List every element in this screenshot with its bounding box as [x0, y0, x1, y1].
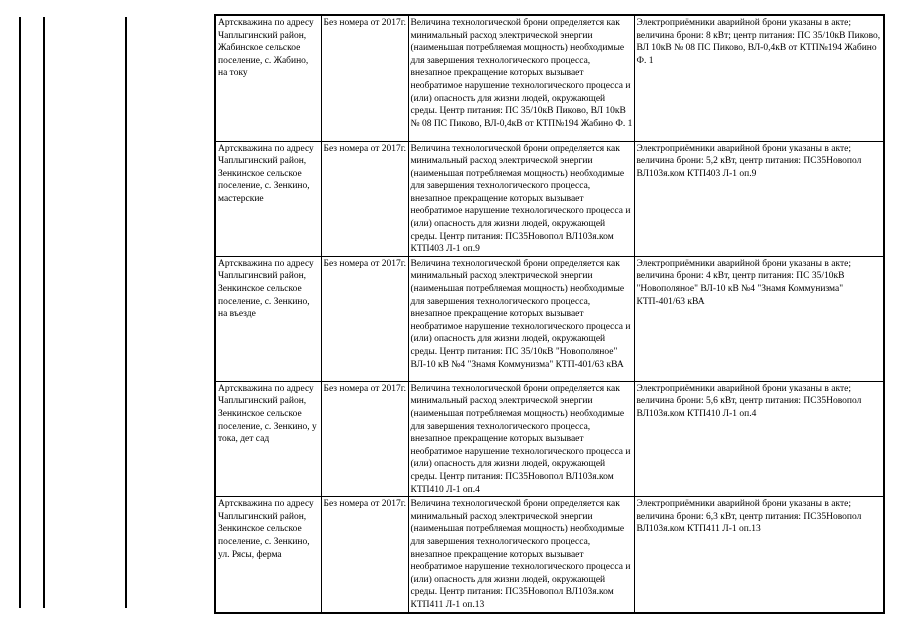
table-row — [215, 256, 884, 381]
act-number-cell: Без номера от 2017г. — [321, 497, 408, 613]
object-address-cell: Артскважина по адресу Чаплыгинский район, Зенкинское сельское поселение, с. Зенкино, ул. Рясы, ферма — [215, 497, 321, 613]
technological-reserve-cell: Величина технологической брони определяется как минимальный расход электрической энергии (наименьшая потребляемая мощность) необходимые для завершения технологического процесса, внезапное прекращение которых вызывает необратимое нарушение технологического процесса и (или) опасность для жизни людей, окружающей среды. Центр питания: ПС35Новопол ВЛ103я.ком КТП403 Л-1 оп.9 — [408, 141, 634, 256]
act-number-cell: Без номера от 2017г. — [321, 381, 408, 496]
emergency-reserve-cell: Электроприёмники аварийной брони указаны в акте; величина брони: 5,6 кВт, центр питания: ПС35Новопол ВЛ103я.ком КТП410 Л-1 оп.4 — [634, 381, 884, 496]
emergency-reserve-cell: Электроприёмники аварийной брони указаны в акте; величина брони: 4 кВт, центр питания: ПС 35/10кВ "Новополяное" ВЛ-10 кВ №4 "Знамя Коммунизма" КТП-401/63 кВА — [634, 256, 884, 381]
technological-reserve-cell: Величина технологической брони определяется как минимальный расход электрической энергии (наименьшая потребляемая мощность) необходимые для завершения технологического процесса, внезапное прекращение которых вызывает необратимое нарушение технологического процесса и (или) опасность для жизни людей, окружающей среды. Центр питания: ПС 35/10кВ Пиково, ВЛ 10кВ № 08 ПС Пиково, ВЛ-0,4кВ от КТП№194 Жабино Ф. 1 — [408, 15, 634, 141]
object-address-cell: Артскважина по адресу Чаплыгинсвий район, Зенкинское сельское поселение, с. Зенкино, на въезде — [215, 256, 321, 381]
technological-reserve-cell: Величина технологической брони определяется как минимальный расход электрической энергии (наименьшая потребляемая мощность) необходимые для завершения технологического процесса, внезапное прекращение которых вызывает необратимое нарушение технологического процесса и (или) опасность для жизни людей, окружающей среды. Центр питания: ПС 35/10кВ "Новополяное" ВЛ-10 кВ №4 "Знамя Коммунизма" КТП-401/63 кВА — [408, 256, 634, 381]
left-margin-rule-1 — [19, 17, 21, 608]
object-address-cell: Артскважина по адресу Чаплыгинский район, Зенкинское сельское поселение, с. Зенкино, мастерские — [215, 141, 321, 256]
act-number-cell: Без номера от 2017г. — [321, 15, 408, 141]
table-row — [215, 141, 884, 256]
technological-reserve-cell: Величина технологической брони определяется как минимальный расход электрической энергии (наименьшая потребляемая мощность) необходимые для завершения технологического процесса, внезапное прекращение которых вызывает необратимое нарушение технологического процесса и (или) опасность для жизни людей, окружающей среды. Центр питания: ПС35Новопол ВЛ103я.ком КТП410 Л-1 оп.4 — [408, 381, 634, 496]
emergency-reserve-table — [214, 14, 885, 614]
emergency-reserve-cell: Электроприёмники аварийной брони указаны в акте; величина брони: 5,2 кВт, центр питания: ПС35Новопол ВЛ103я.ком КТП403 Л-1 оп.9 — [634, 141, 884, 256]
table-row — [215, 15, 884, 141]
technological-reserve-cell: Величина технологической брони определяется как минимальный расход электрической энергии (наименьшая потребляемая мощность) необходимые для завершения технологического процесса, внезапное прекращение которых вызывает необратимое нарушение технологического процесса и (или) опасность для жизни людей, окружающей среды. Центр питания: ПС35Новопол ВЛ103я.ком КТП411 Л-1 оп.13 — [408, 497, 634, 613]
act-number-cell: Без номера от 2017г. — [321, 256, 408, 381]
object-address-cell: Артскважина по адресу Чаплыгинский район, Зенкинское сельское поселение, с. Зенкино, у тока, дет сад — [215, 381, 321, 496]
emergency-reserve-cell: Электроприёмники аварийной брони указаны в акте; величина брони: 8 кВт; центр питания: ПС 35/10кВ Пиково, ВЛ 10кВ № 08 ПС Пиково, ВЛ-0,4кВ от КТП№194 Жабино Ф. 1 — [634, 15, 884, 141]
object-address-cell: Артскважина по адресу Чаплыгинский район, Жабинское сельское поселение, с. Жабино, на току — [215, 15, 321, 141]
left-margin-rule-3 — [125, 17, 127, 608]
act-number-cell: Без номера от 2017г. — [321, 141, 408, 256]
table-row — [215, 497, 884, 613]
left-margin-rule-2 — [43, 17, 45, 608]
emergency-reserve-cell: Электроприёмники аварийной брони указаны в акте; величина брони: 6,3 кВт, центр питания: ПС35Новопол ВЛ103я.ком КТП411 Л-1 оп.13 — [634, 497, 884, 613]
table-row — [215, 381, 884, 496]
